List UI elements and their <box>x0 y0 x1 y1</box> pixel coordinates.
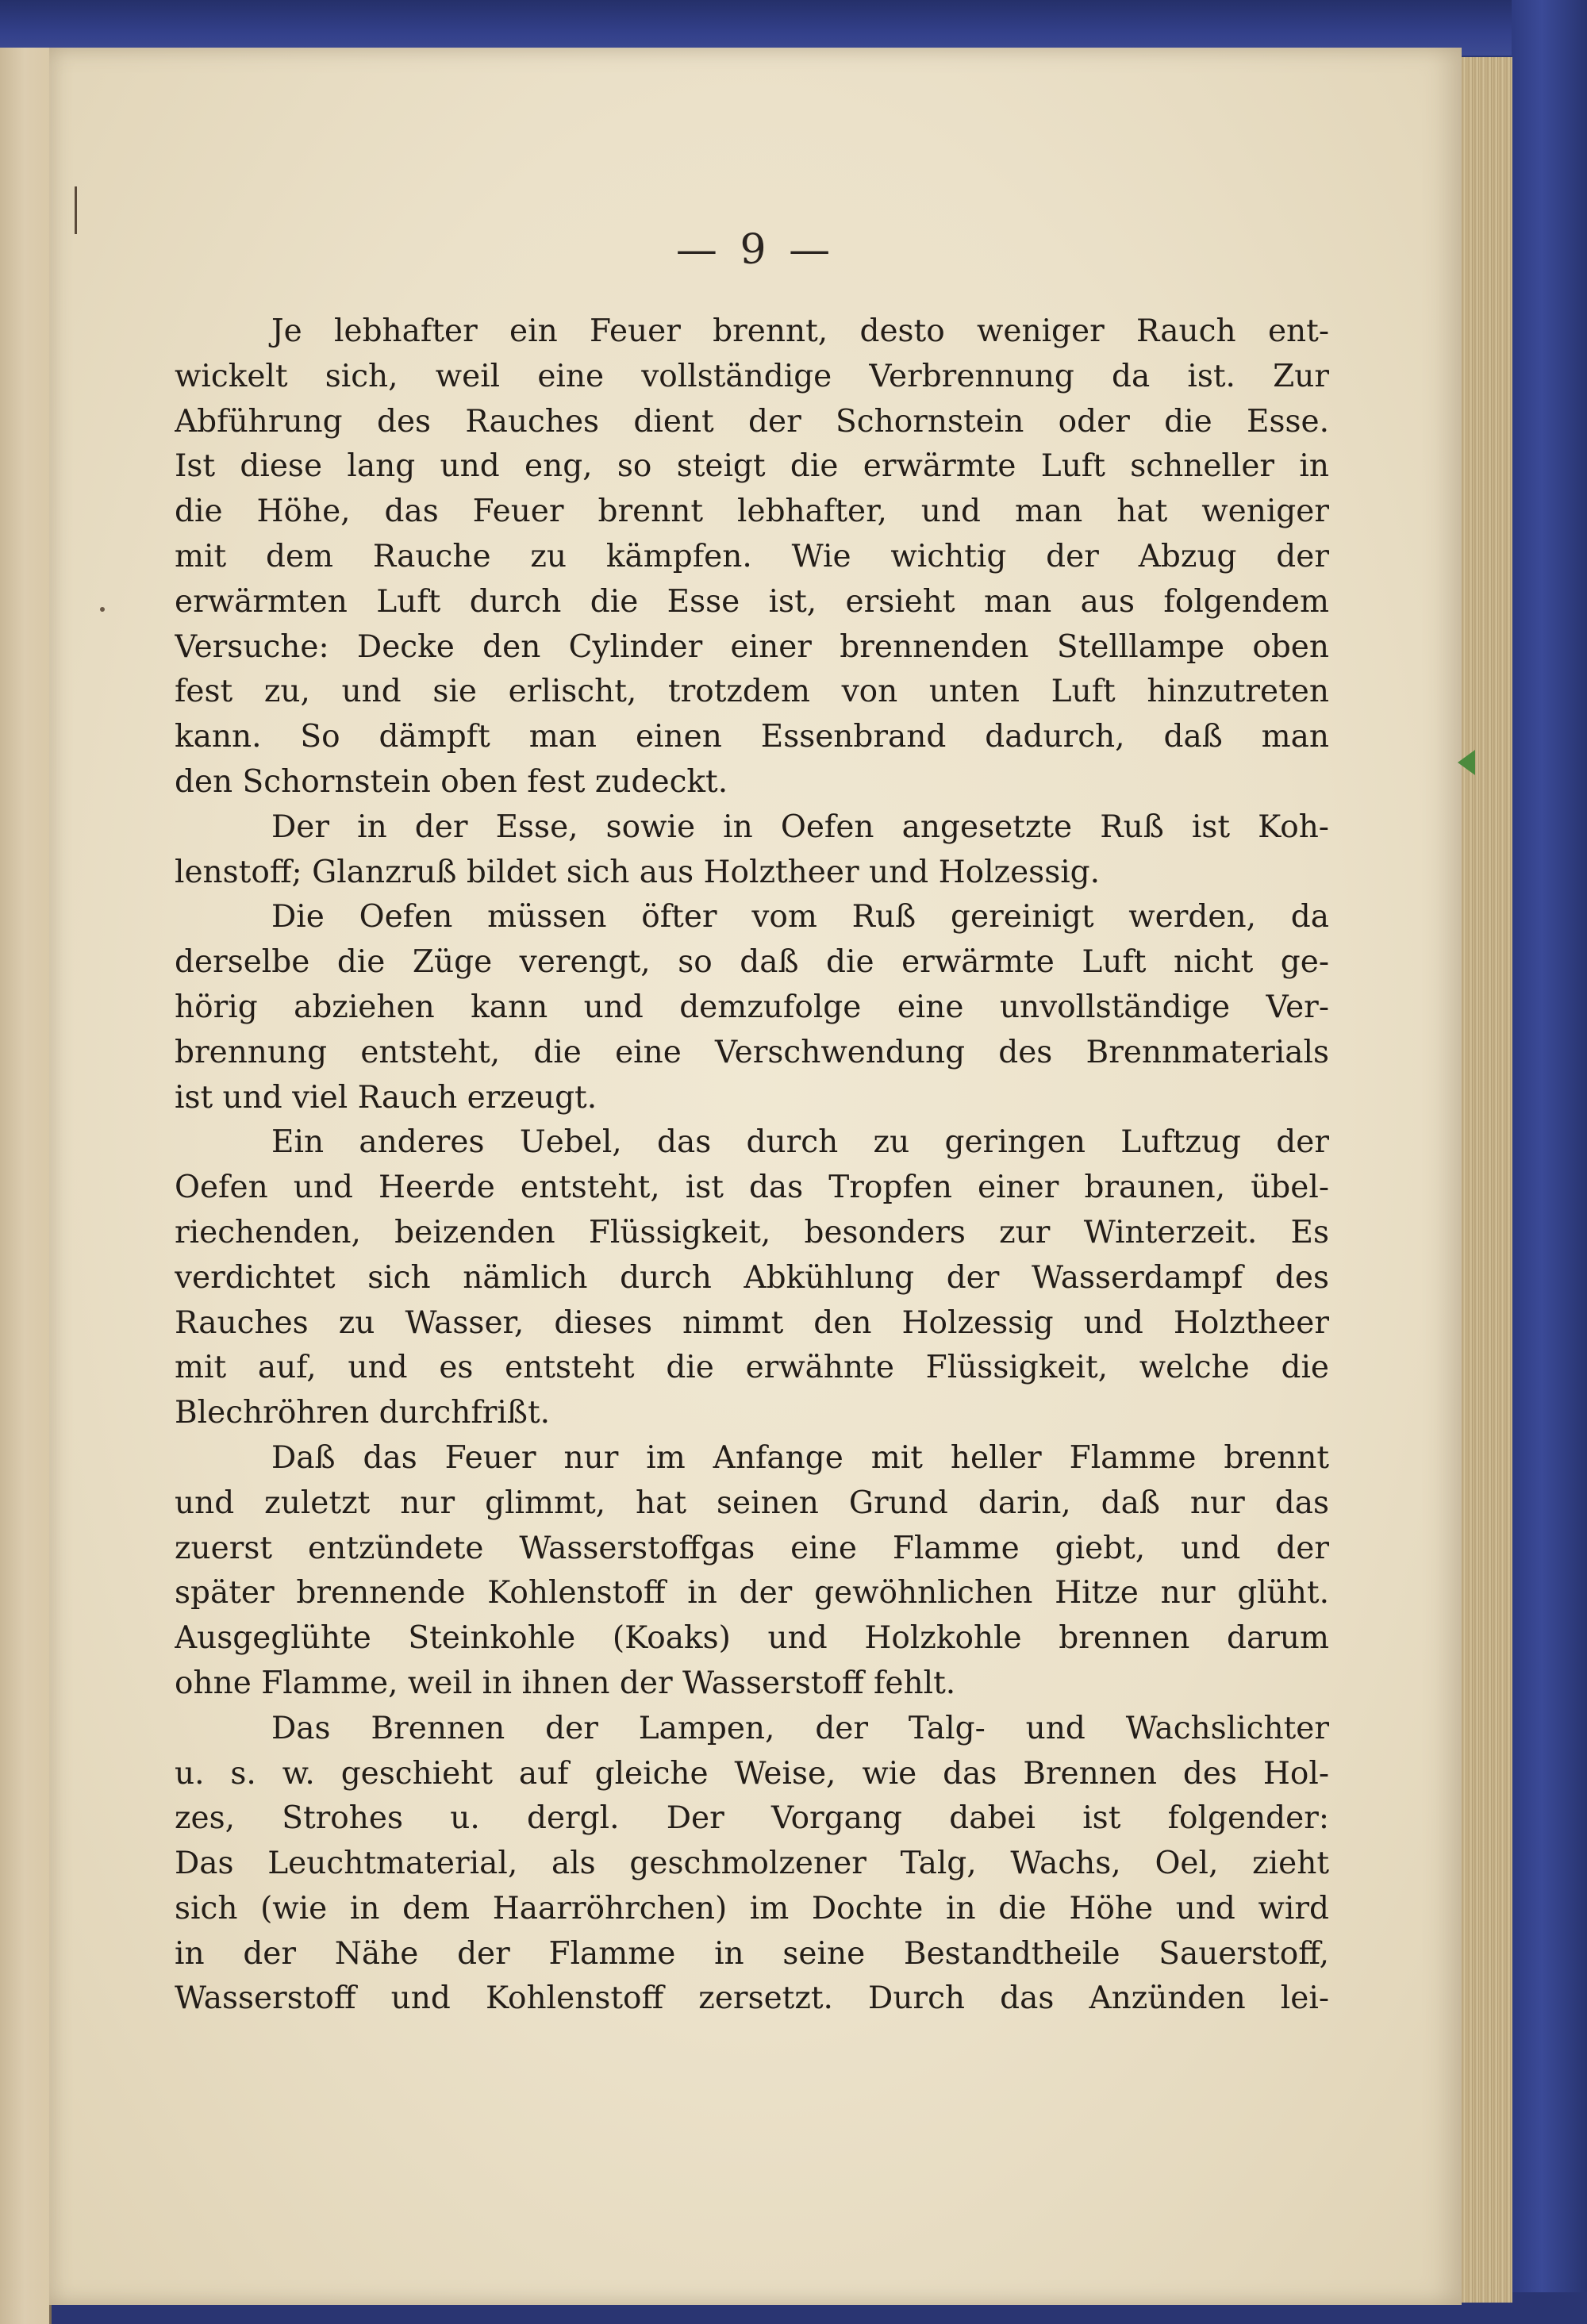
paragraph <box>175 309 1329 805</box>
text-line: Oefen und Heerde entsteht, ist das Tropfen einer braunen, übel- <box>175 1170 1329 1206</box>
text-line: Blechröhren durchfrißt. <box>175 1395 551 1431</box>
text-line: wickelt sich, weil eine vollständige Verbrennung da ist. Zur <box>175 358 1329 394</box>
page-stack-edge <box>1460 57 1512 2303</box>
text-line: fest zu, und sie erlischt, trotzdem von unten Luft hinzutreten <box>175 674 1329 710</box>
text-line: und zuletzt nur glimmt, hat seinen Grund darin, daß nur das <box>175 1485 1329 1521</box>
text-line: lenstoff; Glanzruß bildet sich aus Holztheer und Holzessig. <box>175 854 1101 890</box>
text-line: mit dem Rauche zu kämpfen. Wie wichtig der Abzug der <box>175 538 1329 574</box>
paragraph <box>175 1120 1329 1436</box>
text-line: den Schornstein oben fest zudeckt. <box>175 763 728 800</box>
paragraph <box>175 1436 1329 1707</box>
text-line: derselbe die Züge verengt, so daß die erwärmte Luft nicht ge- <box>175 944 1329 981</box>
text-line: mit auf, und es entsteht die erwähnte Flüssigkeit, welche die <box>175 1350 1329 1386</box>
book-gutter <box>0 48 52 2324</box>
margin-dot <box>100 607 105 612</box>
paragraph <box>175 1707 1329 2022</box>
text-line: Das Brennen der Lampen, der Talg- und Wachslichter <box>271 1710 1329 1746</box>
text-line: Wasserstoff und Kohlenstoff zersetzt. Durch das Anzünden lei- <box>175 1980 1329 2017</box>
text-line: Der in der Esse, sowie in Oefen angesetzte Ruß ist Koh- <box>271 809 1329 845</box>
text-line: Abführung des Rauches dient der Schornstein oder die Esse. <box>175 403 1329 440</box>
text-line: Daß das Feuer nur im Anfange mit heller Flamme brennt <box>271 1439 1329 1476</box>
text-line: Das Leuchtmaterial, als geschmolzener Talg, Wachs, Oel, zieht <box>175 1846 1329 1882</box>
text-line: Versuche: Decke den Cylinder einer brennenden Stelllampe oben <box>175 628 1329 665</box>
text-line: zuerst entzündete Wasserstoffgas eine Flamme giebt, und der <box>175 1530 1329 1566</box>
text-line: ist und viel Rauch erzeugt. <box>175 1079 598 1116</box>
text-line: die Höhe, das Feuer brennt lebhafter, und man hat weniger <box>175 494 1329 530</box>
page-number: — 9 — <box>675 226 836 274</box>
text-line: Die Oefen müssen öfter vom Ruß gereinigt werden, da <box>271 899 1329 935</box>
text-line: Ein anderes Uebel, das durch zu geringen Luftzug der <box>271 1124 1329 1161</box>
text-line: sich (wie in dem Haarröhrchen) im Dochte in die Höhe und wird <box>175 1890 1329 1926</box>
text-line: in der Nähe der Flamme in seine Bestandtheile Sauerstoff, <box>175 1935 1329 1972</box>
text-line: u. s. w. geschieht auf gleiche Weise, wie das Brennen des Hol- <box>175 1755 1329 1792</box>
text-line: Je lebhafter ein Feuer brennt, desto weniger Rauch ent- <box>271 313 1329 349</box>
text-line: verdichtet sich nämlich durch Abkühlung der Wasserdampf des <box>175 1259 1329 1296</box>
text-line: kann. So dämpft man einen Essenbrand dadurch, daß man <box>175 719 1329 755</box>
text-line: zes, Strohes u. dergl. Der Vorgang dabei ist folgender: <box>175 1800 1329 1837</box>
body-text <box>175 309 1329 2022</box>
text-line: erwärmten Luft durch die Esse ist, ersieht man aus folgendem <box>175 583 1329 620</box>
text-line: Ist diese lang und eng, so steigt die erwärmte Luft schneller in <box>175 448 1329 485</box>
text-line: Rauches zu Wasser, dieses nimmt den Holzessig und Holztheer <box>175 1304 1329 1341</box>
paragraph <box>175 805 1329 896</box>
paragraph <box>175 895 1329 1120</box>
bookmark-tab-icon <box>1458 750 1475 775</box>
text-line: hörig abziehen kann und demzufolge eine unvollständige Ver- <box>175 989 1329 1025</box>
page-sheet <box>49 48 1462 2305</box>
text-line: Ausgeglühte Steinkohle (Koaks) und Holzkohle brennen darum <box>175 1620 1329 1657</box>
text-line: später brennende Kohlenstoff in der gewöhnlichen Hitze nur glüht. <box>175 1575 1329 1611</box>
text-line: ohne Flamme, weil in ihnen der Wasserstoff fehlt. <box>175 1665 956 1701</box>
book-cover-right-edge <box>1512 0 1587 2324</box>
text-line: riechenden, beizenden Flüssigkeit, besonders zur Winterzeit. Es <box>175 1214 1329 1250</box>
text-line: brennung entsteht, die eine Verschwendung des Brennmaterials <box>175 1034 1329 1070</box>
